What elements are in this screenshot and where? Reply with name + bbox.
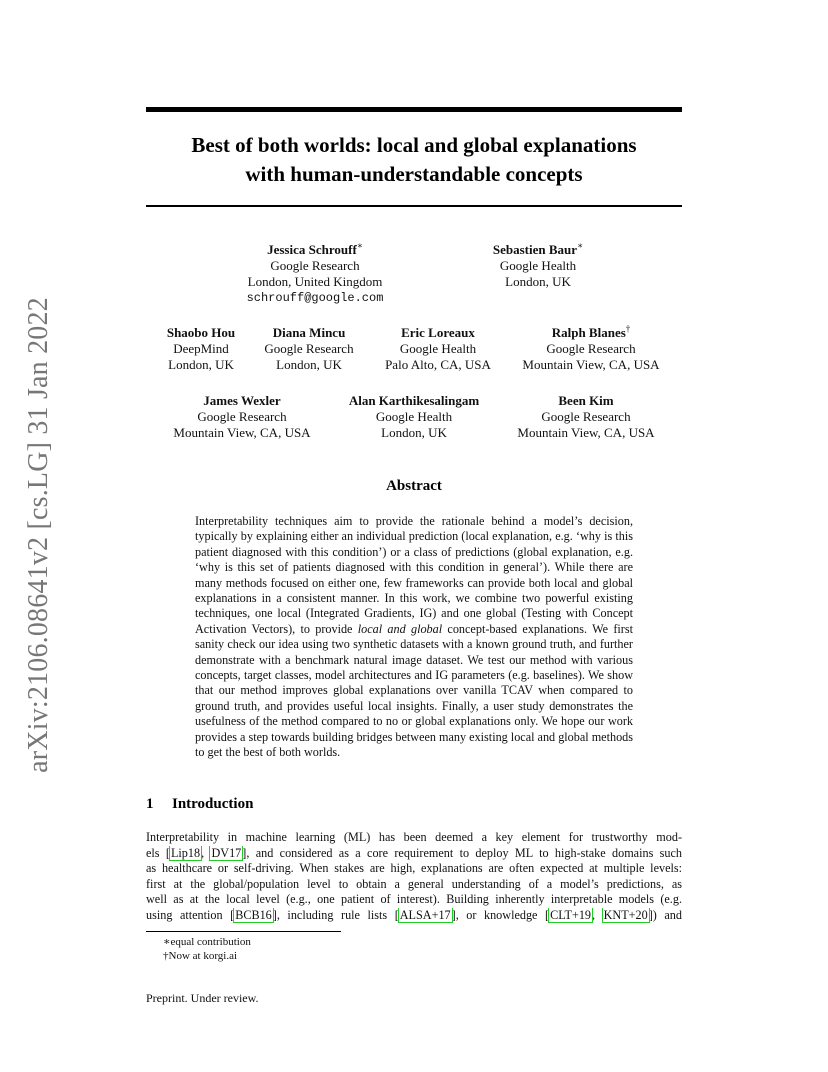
footnote-affiliation-change: †Now at korgi.ai xyxy=(163,950,238,962)
footnote-equal-contribution: ∗equal contribution xyxy=(163,936,251,948)
introduction-paragraph xyxy=(146,830,682,923)
paper-title xyxy=(120,131,708,189)
intro-line-1: Interpretability in machine learning (ML) has been deemed a key element for trustworthy mod- xyxy=(146,830,682,844)
intro-line-5: well as at the local level (e.g., one patient of interest). Building inherently interpretable models (e.g. xyxy=(146,892,682,906)
author-been-kim xyxy=(496,393,676,441)
author-affiliation: Google Health xyxy=(375,409,453,424)
section-title: Introduction xyxy=(172,796,254,812)
title-top-rule xyxy=(146,107,682,112)
author-location: London, UK xyxy=(381,425,447,440)
equal-contribution-mark: ∗ xyxy=(356,240,363,251)
author-name: James Wexler xyxy=(203,393,281,408)
author-affiliation: Google Research xyxy=(546,341,636,356)
author-location: London, UK xyxy=(276,357,342,372)
author-location: London, UK xyxy=(505,274,571,289)
arxiv-identifier[interactable]: arXiv:2106.08641v2 [cs.LG] 31 Jan 2022 xyxy=(23,297,55,773)
author-affiliation: DeepMind xyxy=(173,341,229,356)
author-jessica-schrouff xyxy=(225,242,405,306)
section-heading-introduction xyxy=(146,795,253,813)
author-sebastien-baur xyxy=(448,242,628,290)
footnotes xyxy=(163,935,251,963)
dagger-mark: † xyxy=(625,323,631,334)
author-alan-karthikesalingam xyxy=(324,393,504,441)
author-james-wexler xyxy=(152,393,332,441)
author-location: Mountain View, CA, USA xyxy=(522,357,660,372)
citation-link[interactable]: DV17 xyxy=(211,845,242,860)
section-number: 1 xyxy=(146,796,154,812)
citation-link[interactable]: CLT+19 xyxy=(550,907,592,922)
arxiv-identifier-stamp xyxy=(15,290,63,780)
intro-line-4: first at the global/population level to obtain a general understanding of a model’s predictions, as xyxy=(146,876,682,891)
author-name: Ralph Blanes xyxy=(551,325,626,340)
author-name: Sebastien Baur xyxy=(492,242,578,257)
author-affiliation: Google Research xyxy=(264,341,354,356)
author-affiliation: Google Research xyxy=(541,409,631,424)
author-affiliation: Google Research xyxy=(197,409,287,424)
title-line-2: with human-understandable concepts xyxy=(245,162,583,186)
equal-contribution-mark: ∗ xyxy=(577,240,584,251)
abstract-emphasis: local and global xyxy=(357,621,443,636)
abstract-text-part-1: Interpretability techniques aim to provide the rationale behind a model’s decision, typically by explaining either an individual prediction (local explanation, e.g. ‘why is this patient diagnosed with this condition’) or a class of predictions (global explanation, e.g. ‘why is this set of patients diagnosed with this condition in general’). While there are many methods focused on either one, few frameworks can provide both local and global explanations in a consistent manner. In this work, we combine two powerful existing techniques, one local (Integrated Gradients, IG) and one global (Testing with Concept Activation Vectors), to provide xyxy=(195,514,633,636)
title-line-1: Best of both worlds: local and global explanations xyxy=(191,133,637,157)
author-name: Jessica Schrouff xyxy=(267,242,357,257)
author-email[interactable]: schrouff@google.com xyxy=(246,291,384,305)
author-ralph-blanes xyxy=(501,325,681,373)
author-name: Diana Mincu xyxy=(272,325,346,340)
author-name: Been Kim xyxy=(558,393,614,408)
author-affiliation: Google Research xyxy=(270,258,360,273)
citation-link[interactable]: KNT+20 xyxy=(603,907,648,922)
abstract-body xyxy=(195,514,633,761)
author-location: Mountain View, CA, USA xyxy=(517,425,655,440)
author-name: Alan Karthikesalingam xyxy=(348,393,480,408)
footnote-rule xyxy=(146,931,341,932)
abstract-text-part-2: concept-based explanations. We first sanity check our idea using two synthetic datasets with a known ground truth, and further demonstrate with a benchmark natural image dataset. We test our method with various concepts, target classes, model architectures and IG parameters (e.g. baselines). We show that our method improves global explanations over vanilla TCAV when compared to ground truth, and provides useful local insights. Finally, a user study demonstrates the usefulness of the method compared to no or global explanations only. We hope our work provides a step towards building bridges between many existing local and global methods to get the best of both worlds. xyxy=(195,621,633,760)
intro-line-3: as healthcare or self-driving. When stakes are high, explanations are often expected at multiple levels: xyxy=(146,861,682,875)
author-name: Shaobo Hou xyxy=(166,325,236,340)
citation-link[interactable]: BCB16 xyxy=(235,907,272,922)
abstract-heading: Abstract xyxy=(386,478,442,494)
author-location: Palo Alto, CA, USA xyxy=(385,357,491,372)
author-name: Eric Loreaux xyxy=(401,325,475,340)
citation-link[interactable]: Lip18 xyxy=(170,845,201,860)
author-location: Mountain View, CA, USA xyxy=(173,425,311,440)
citation-link[interactable]: ALSA+17 xyxy=(399,907,451,922)
author-affiliation: Google Health xyxy=(499,258,577,273)
author-location: London, UK xyxy=(168,357,234,372)
intro-line-2: els [Lip18, DV17], and considered as a core requirement to deploy ML to high-stake domains such xyxy=(146,845,682,860)
title-bottom-rule xyxy=(146,205,682,207)
intro-line-6: using attention [BCB16], including rule lists [ALSA+17], or knowledge [CLT+19, KNT+20]) and xyxy=(146,907,682,922)
author-location: London, United Kingdom xyxy=(247,274,383,289)
author-affiliation: Google Health xyxy=(399,341,477,356)
preprint-notice: Preprint. Under review. xyxy=(146,991,259,1005)
